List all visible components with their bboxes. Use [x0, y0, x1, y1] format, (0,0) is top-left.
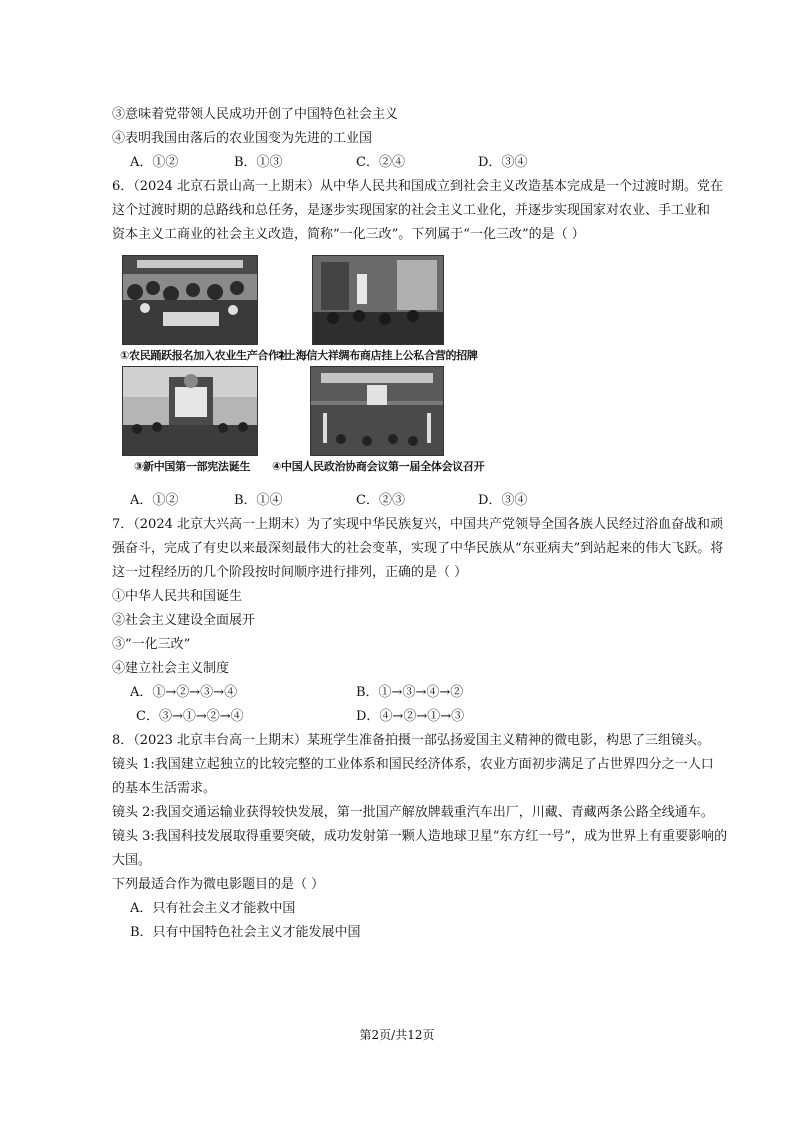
photo-cppcc-first-session — [310, 366, 444, 456]
caption-2: ②上海信大祥绸布商店挂上公私合营的招牌 — [276, 349, 478, 362]
q6-stem-line-3: 资本主义工商业的社会主义改造，简称“一化三改”。下列属于“一化三改”的是（ ） — [112, 227, 585, 242]
q8-shot-3-line-2: 大国。 — [112, 853, 152, 868]
q8-shot-3-line-1: 镜头 3:我国科技发展取得重要突破，成功发射第一颗人造地球卫星“东方红一号”，成为世界上有重要影响的 — [112, 829, 728, 844]
photo-first-constitution — [122, 366, 258, 456]
statement-3: ③意味着党带领人民成功开创了中国特色社会主义 — [112, 107, 399, 122]
statement-4: ④表明我国由落后的农业国变为先进的工业国 — [112, 131, 373, 146]
q8-option-a[interactable]: A．只有社会主义才能救中国 — [130, 901, 296, 916]
q5-option-a[interactable]: A．①② — [130, 155, 179, 170]
q8-shot-1-line-1: 镜头 1:我国建立起独立的比较完整的工业体系和国民经济体系，农业方面初步满足了占世界四分之一人口 — [112, 757, 714, 772]
q8-shot-2: 镜头 2:我国交通运输业获得较快发展，第一批国产解放牌载重汽车出厂，川藏、青藏两条公路全线通车。 — [112, 805, 714, 820]
photo-shanghai-store-sign — [312, 255, 444, 345]
q6-stem-line-2: 这个过渡时期的总路线和总任务，是逐步实现国家的社会主义工业化，并逐步实现国家对农业、手工业和 — [112, 203, 711, 218]
q7-option-c[interactable]: C．③→①→②→④ — [136, 709, 244, 724]
q7-item-3: ③“一化三改” — [112, 637, 191, 652]
q7-options-row-1 — [130, 684, 690, 702]
q7-stem-line-2: 强奋斗，完成了有史以来最深刻最伟大的社会变革，实现了中华民族从“东亚病夫”到站起来的伟大飞跃。将 — [112, 541, 724, 556]
q8-option-b[interactable]: B．只有中国特色社会主义才能发展中国 — [130, 925, 361, 940]
q7-stem-line-1: 7．（2024 北京大兴高一上期末）为了实现中华民族复兴，中国共产党领导全国各族人民经过浴血奋战和顽 — [112, 517, 723, 532]
q8-shot-1-line-2: 的基本生活需求。 — [112, 781, 217, 796]
caption-1: ①农民踊跃报名加入农业生产合作社 — [120, 349, 290, 362]
photo-farmers-cooperative — [122, 255, 258, 345]
q7-stem-line-3: 这一过程经历的几个阶段按时间顺序进行排列，正确的是（ ） — [112, 565, 468, 580]
q5-option-b[interactable]: B．①③ — [234, 155, 283, 170]
q6-stem-line-1: 6．（2024 北京石景山高一上期末）从中华人民共和国成立到社会主义改造基本完成是一个过渡时期。党在 — [112, 179, 723, 194]
page-footer: 第2页/共12页 — [359, 1028, 435, 1042]
q8-stem-line-1: 8．（2023 北京丰台高一上期末）某班学生准备拍摄一部弘扬爱国主义精神的微电影，构思了三组镜头。 — [112, 733, 710, 748]
q6-option-d[interactable]: D．③④ — [478, 493, 528, 508]
q7-item-4: ④建立社会主义制度 — [112, 661, 230, 676]
caption-4: ④中国人民政治协商会议第一届全体会议召开 — [272, 460, 485, 473]
q7-option-a[interactable]: A．①→②→③→④ — [130, 685, 238, 700]
q8-question: 下列最适合作为微电影题目的是（ ） — [112, 877, 325, 892]
q7-option-d[interactable]: D．④→②→①→③ — [356, 709, 465, 724]
q6-option-a[interactable]: A．①② — [130, 493, 179, 508]
q5-option-c[interactable]: C．②④ — [356, 155, 405, 170]
q7-options-row-2 — [136, 708, 696, 726]
q6-option-c[interactable]: C．②③ — [356, 493, 405, 508]
q5-option-d[interactable]: D．③④ — [478, 155, 528, 170]
caption-3: ③新中国第一部宪法诞生 — [134, 460, 251, 473]
q7-item-1: ①中华人民共和国诞生 — [112, 589, 243, 604]
q7-item-2: ②社会主义建设全面展开 — [112, 613, 256, 628]
q6-option-b[interactable]: B．①④ — [234, 493, 283, 508]
q7-option-b[interactable]: B．①→③→④→② — [356, 685, 464, 700]
